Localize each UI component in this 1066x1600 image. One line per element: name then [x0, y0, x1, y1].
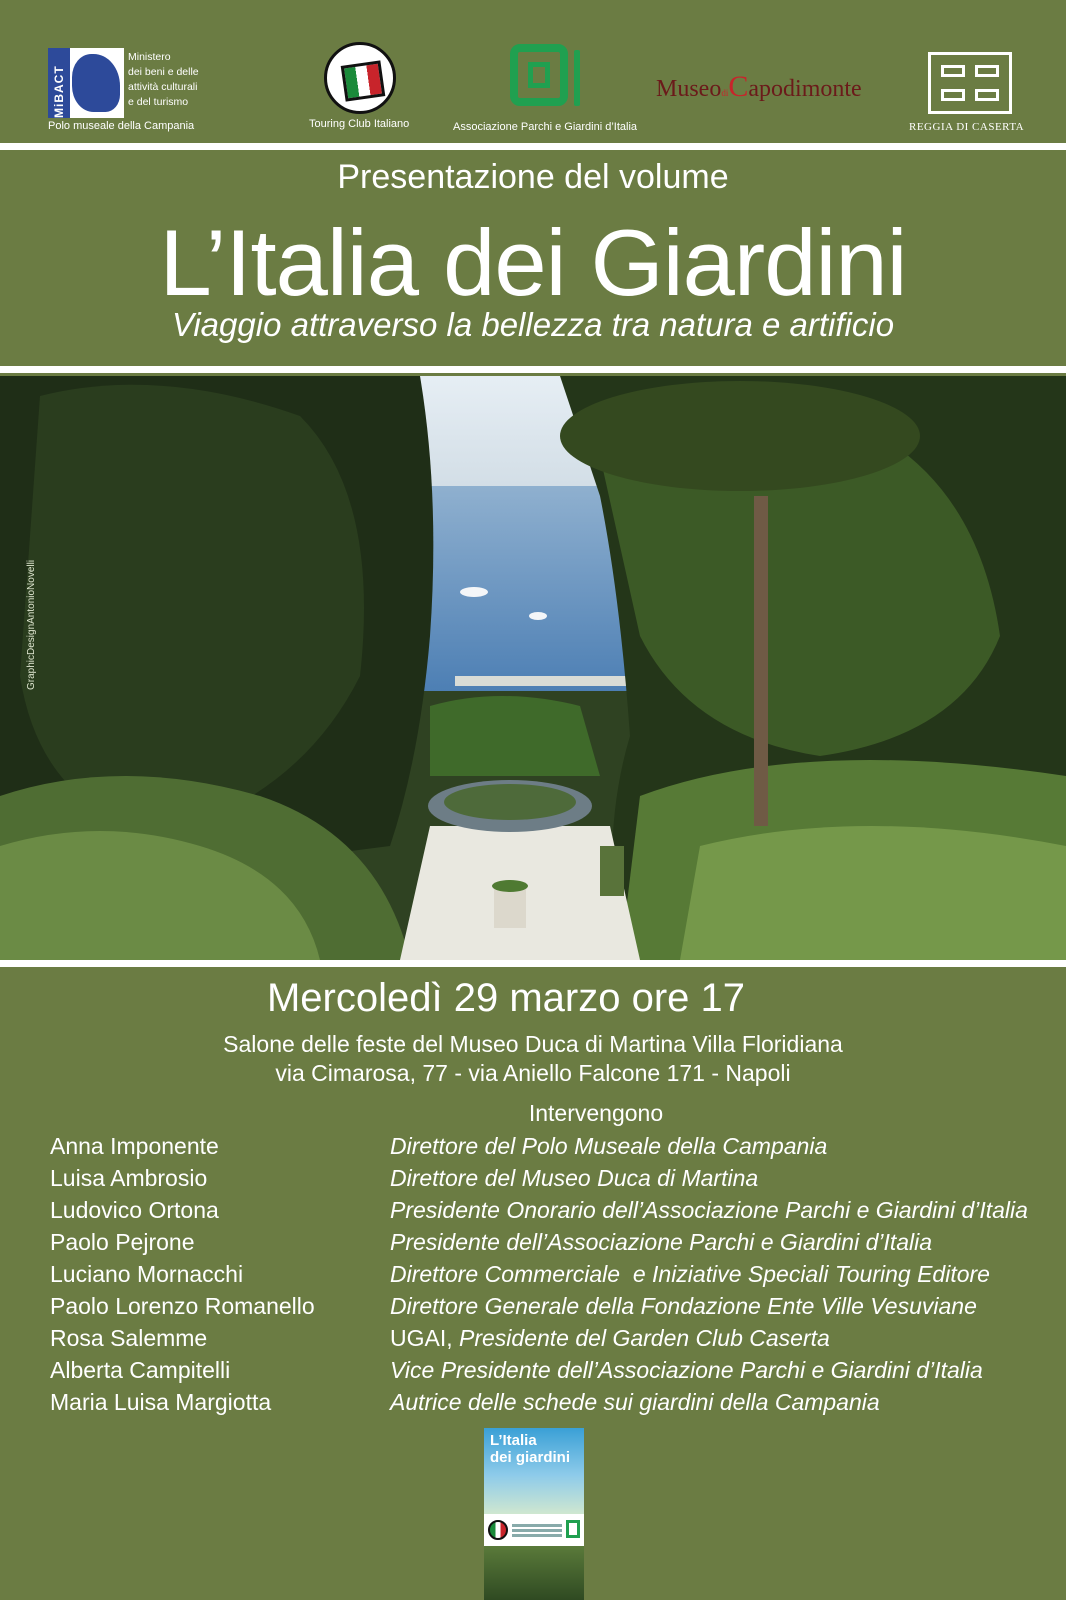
speaker-name: Paolo Pejrone: [50, 1229, 195, 1255]
speaker-role: Presidente dell’Associazione Parchi e Giardini d’Italia: [390, 1229, 933, 1255]
speaker-role: Autrice delle schede sui giardini della Campania: [390, 1389, 880, 1415]
speaker-name: Anna Imponente: [50, 1133, 219, 1159]
speaker-role: Direttore Commerciale e Iniziative Speciali Touring Editore: [390, 1261, 990, 1287]
speaker-role: Presidente del Garden Club Caserta: [459, 1325, 830, 1351]
reggia-caption: REGGIA DI CASERTA: [909, 121, 1025, 133]
speakers-heading: Intervengono: [528, 1100, 664, 1126]
head-sculpture-icon: [72, 54, 120, 112]
speaker-name: Maria Luisa Margiotta: [50, 1389, 272, 1415]
window-icon: [975, 89, 999, 101]
event-date: Mercoledì 29 marzo ore 17: [266, 976, 745, 1020]
flag-icon: [341, 60, 386, 101]
page-title: L’Italia dei Giardini: [159, 210, 907, 315]
tci-caption: Touring Club Italiano: [309, 118, 410, 130]
garden-photo-illustration: [0, 376, 1066, 960]
mibact-text: [128, 50, 218, 110]
speaker-row: [50, 1226, 1050, 1258]
book-cover: [484, 1428, 584, 1600]
mibact-abbr: MiBACT: [52, 65, 66, 118]
speaker-name: Ludovico Ortona: [50, 1197, 219, 1223]
speaker-role: Direttore del Museo Duca di Martina: [390, 1165, 759, 1191]
speaker-role: Presidente Onorario dell’Associazione Parchi e Giardini d’Italia: [390, 1197, 1028, 1223]
book-title-line: dei giardini: [490, 1449, 571, 1466]
mibact-caption: Polo museale della Campania: [48, 120, 195, 132]
speaker-name: Luisa Ambrosio: [50, 1165, 208, 1191]
capodimonte-di: di: [721, 88, 729, 98]
mibact-line: e del turismo: [128, 96, 189, 108]
speaker-role: Direttore del Polo Museale della Campania: [390, 1133, 828, 1159]
capodimonte-part1: Museo: [656, 76, 722, 102]
presentation-label: Presentazione del volume: [337, 158, 729, 196]
book-band-text: [512, 1524, 562, 1527]
square-icon: [528, 62, 550, 88]
speaker-row: [50, 1290, 1050, 1322]
speaker-row: [50, 1130, 1050, 1162]
speaker-role: Direttore Generale della Fondazione Ente Ville Vesuviane: [390, 1293, 977, 1319]
logo-band: [0, 0, 1066, 140]
event-venue: [0, 1030, 1066, 1088]
book-cover-garden: [484, 1546, 584, 1600]
speaker-row: [50, 1386, 1050, 1418]
book-title-line: L’Italia: [490, 1432, 537, 1449]
venue-line: via Cimarosa, 77 - via Aniello Falcone 171 - Napoli: [275, 1060, 791, 1086]
capodimonte-part2: apodimonte: [748, 76, 862, 102]
speaker-row: [50, 1354, 1050, 1386]
speakers-list: [50, 1130, 1050, 1418]
speaker-name: Paolo Lorenzo Romanello: [50, 1293, 315, 1319]
apgi-caption: Associazione Parchi e Giardini d’Italia: [453, 121, 638, 133]
apgi-logo: [510, 44, 568, 106]
flag-icon: [488, 1520, 508, 1540]
garden-photo: [0, 376, 1066, 960]
divider: [0, 143, 1066, 150]
apgi-logo-side: [574, 50, 580, 106]
window-icon: [941, 89, 965, 101]
speaker-row: [50, 1162, 1050, 1194]
square-icon: [566, 1520, 580, 1538]
speaker-row: [50, 1258, 1050, 1290]
photo-credit: GraphicDesignAntonioNovelli: [26, 559, 37, 690]
divider: [0, 960, 1066, 967]
capodimonte-cap: C: [728, 70, 749, 103]
page-subtitle: Viaggio attraverso la bellezza tra natura e artificio: [171, 306, 895, 343]
speaker-name: Rosa Salemme: [50, 1325, 208, 1351]
window-icon: [941, 65, 965, 77]
speaker-name: Alberta Campitelli: [50, 1357, 231, 1383]
venue-line: Salone delle feste del Museo Duca di Martina Villa Floridiana: [223, 1031, 843, 1057]
window-icon: [975, 65, 999, 77]
mibact-line: attività culturali: [128, 81, 198, 93]
touring-club-logo: [324, 42, 396, 114]
book-title: [490, 1432, 570, 1466]
capodimonte-logo: [656, 70, 862, 104]
speaker-role: Vice Presidente dell’Associazione Parchi e Giardini d’Italia: [390, 1357, 983, 1383]
speaker-row: [50, 1322, 1050, 1354]
speaker-role-wrap: [390, 1322, 830, 1354]
mibact-line: Ministero: [128, 51, 171, 63]
speaker-name: Luciano Mornacchi: [50, 1261, 244, 1287]
reggia-logo: [928, 52, 1012, 114]
mibact-line: dei beni e delle: [128, 66, 199, 78]
divider: [0, 366, 1066, 373]
speaker-row: [50, 1194, 1050, 1226]
mibact-logo: [48, 48, 124, 118]
speaker-role-prefix: UGAI,: [390, 1325, 460, 1351]
